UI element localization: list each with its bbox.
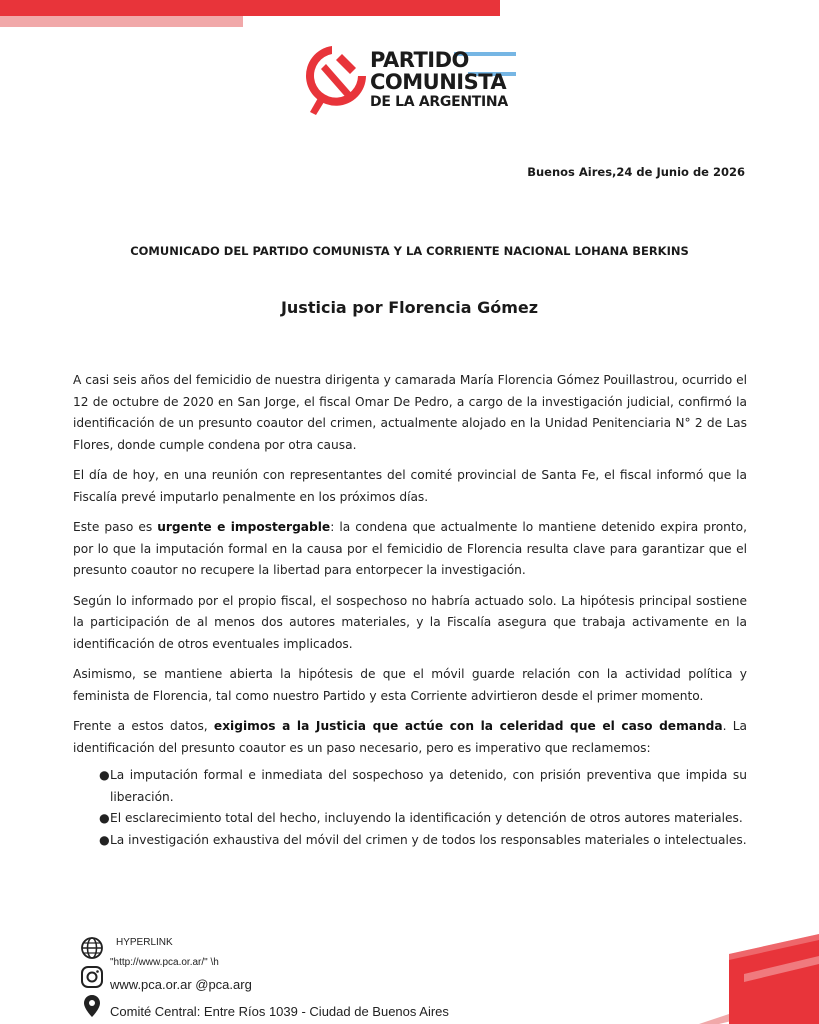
list-item <box>73 765 747 808</box>
paragraph-6-lead: Frente a estos datos, <box>73 719 214 733</box>
list-item <box>73 808 747 830</box>
paragraph-3-rest: : la condena que actualmente lo mantiene detenido expira pronto, por lo que la imputación formal en la causa por el femicidio de Florencia resulta clave para garantizar que el presunto coautor no recupere la libertad para entorpecer la investigación. <box>73 520 747 577</box>
demands-list <box>73 765 747 851</box>
hammer-sickle-icon <box>304 40 374 120</box>
document-date: Buenos Aires,24 de Junio de 2026 <box>527 165 745 179</box>
list-item <box>73 830 747 852</box>
party-logo <box>304 40 524 120</box>
header-red-band <box>0 0 500 16</box>
hyperlink-url[interactable]: "http://www.pca.or.ar/" \h <box>110 957 219 968</box>
paragraph-2: El día de hoy, en una reunión con representantes del comité provincial de Santa Fe, el fiscal informó que la Fiscalía prevé imputarlo penalmente en los próximos días. <box>73 468 747 504</box>
bullet-icon: ● <box>99 768 110 782</box>
list-item-text: La imputación formal e inmediata del sospechoso ya detenido, con prisión preventiva que impida su liberación. <box>110 768 747 804</box>
logo-wordmark <box>370 50 508 109</box>
instagram-icon <box>80 965 104 989</box>
address: Comité Central: Entre Ríos 1039 - Ciudad de Buenos Aires <box>110 1004 449 1019</box>
location-pin-icon <box>83 994 101 1018</box>
communique-heading: COMUNICADO DEL PARTIDO COMUNISTA Y LA CORRIENTE NACIONAL LOHANA BERKINS <box>130 244 689 258</box>
hyperlink-field[interactable]: HYPERLINK <box>116 937 173 948</box>
header-pink-band <box>0 16 243 27</box>
list-item-text: El esclarecimiento total del hecho, incluyendo la identificación y detención de otros autores materiales. <box>110 811 743 825</box>
paragraph-6-rest: . La identificación del presunto coautor es un paso necesario, pero es imperativo que reclamemos: <box>73 719 748 755</box>
globe-icon <box>80 936 104 960</box>
paragraph-5: Asimismo, se mantiene abierta la hipótesis de que el móvil guarde relación con la actividad política y feminista de Florencia, tal como nuestro Partido y esta Corriente advirtieron desde el primer momento. <box>73 667 747 703</box>
logo-line-1: PARTIDO <box>370 48 469 72</box>
paragraph-6 <box>73 716 747 759</box>
logo-line-3: DE LA ARGENTINA <box>370 94 508 110</box>
document-body <box>73 370 747 851</box>
paragraph-3-emphasis: urgente e impostergable <box>157 520 331 534</box>
paragraph-4: Según lo informado por el propio fiscal, el sospechoso no habría actuado solo. La hipótesis principal sostiene la participación de al menos dos autores materiales, y la Fiscalía asegura que trabaja activamente en la identificación de otros eventuales implicados. <box>73 593 747 651</box>
paragraph-1: A casi seis años del femicidio de nuestra dirigenta y camarada María Florencia Gómez Pouillastrou, ocurrido el 12 de octubre de 2020 en San Jorge, el fiscal Omar De Pedro, a cargo de la investigación judicial, confirmó la identificación de un presunto coautor del crimen, actualmente alojado en la Unidad Penitenciaria N° 2 de Las Flores, donde cumple condena por otra causa. <box>73 373 747 452</box>
logo-line-2: COMUNISTA <box>370 70 507 94</box>
list-item-text: La investigación exhaustiva del móvil del crimen y de todos los responsables materiales o intelectuales. <box>110 832 747 847</box>
bullet-icon: ● <box>99 832 110 847</box>
paragraph-3-lead: Este paso es <box>73 520 158 534</box>
paragraph-6-emphasis: exigimos a la Justicia que actúe con la celeridad que el caso demanda <box>213 719 723 733</box>
bullet-icon: ● <box>99 811 110 825</box>
footer-red-decoration <box>579 934 819 1024</box>
website-and-social[interactable]: www.pca.or.ar @pca.arg <box>110 977 252 992</box>
document-title: Justicia por Florencia Gómez <box>280 298 539 317</box>
paragraph-3 <box>73 517 747 582</box>
